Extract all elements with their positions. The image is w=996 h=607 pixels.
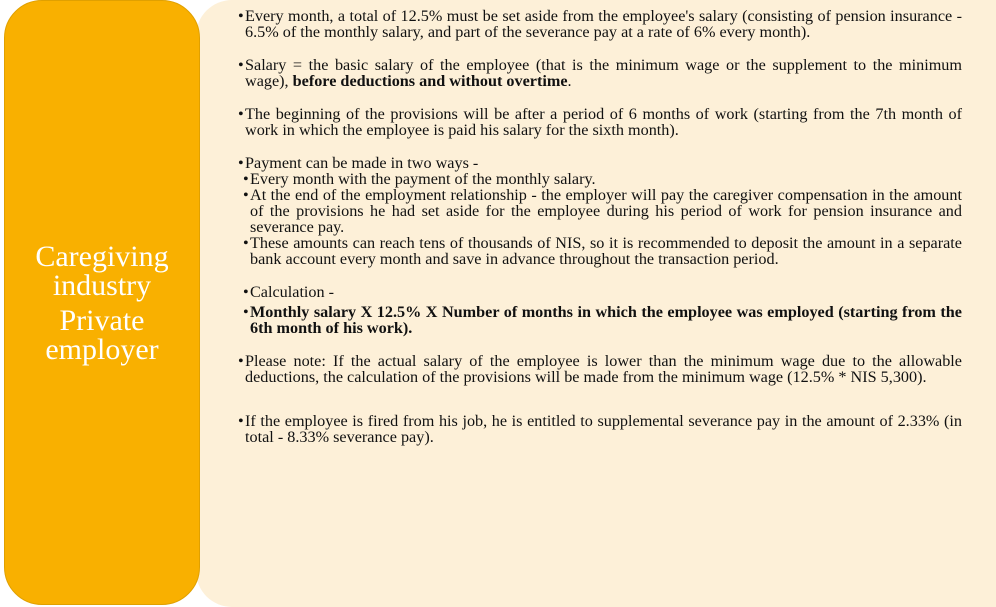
salary-text: Salary = the basic salary of the employee (that is the minimum wage or the supplement to the minimum wage), bbox=[245, 56, 962, 90]
sidebar-title-line4: employer bbox=[45, 332, 159, 366]
bullet-icon: • bbox=[238, 7, 244, 25]
paragraph-payment-monthly: Every month with the payment of the monthly salary. bbox=[250, 170, 596, 188]
paragraph-calculation: Calculation - bbox=[250, 283, 335, 301]
list-item bbox=[243, 235, 962, 267]
paragraph-beginning: The beginning of the provisions will be after a period of 6 months of work (starting from the 7th month of work in which the employee is paid his salary for the sixth month). bbox=[245, 105, 962, 139]
list-item bbox=[243, 284, 962, 300]
paragraph-salary bbox=[245, 57, 962, 89]
paragraph-contributions: Every month, a total of 12.5% must be set aside from the employee's salary (consisting of pension insurance - 6.5% of the monthly salary, and part of the severance pay at a rate of 6% every month). bbox=[245, 7, 962, 41]
list-item bbox=[243, 171, 962, 187]
bullet-icon: • bbox=[238, 154, 244, 172]
list-item bbox=[238, 57, 962, 89]
bullet-icon: • bbox=[243, 170, 249, 188]
list-item bbox=[238, 155, 962, 171]
bullet-icon: • bbox=[238, 412, 244, 430]
list-item bbox=[238, 353, 962, 385]
salary-end: . bbox=[567, 72, 572, 90]
bullet-icon: • bbox=[243, 186, 249, 204]
list-item bbox=[238, 413, 962, 445]
sidebar-panel bbox=[4, 0, 200, 605]
bullet-icon: • bbox=[243, 303, 249, 321]
bullet-icon: • bbox=[238, 105, 244, 123]
paragraph-severance: If the employee is fired from his job, he is entitled to supplemental severance pay in the amount of 2.33% (in total - 8.33% severance pay). bbox=[245, 412, 962, 446]
bullet-icon: • bbox=[243, 234, 249, 252]
sidebar-title-line3: Private bbox=[59, 303, 145, 337]
paragraph-payment: Payment can be made in two ways - bbox=[245, 154, 479, 172]
paragraph-payment-end: At the end of the employment relationship - the employer will pay the caregiver compensation in the amount of the provisions he had set aside for the employee during his period of work for pension insurance and severance pay. bbox=[250, 186, 962, 236]
bullet-icon: • bbox=[238, 352, 244, 370]
paragraph-calculation-formula: Monthly salary X 12.5% X Number of months in which the employee was employed (starting from the 6th month of his work). bbox=[250, 303, 962, 337]
list-item bbox=[243, 187, 962, 235]
bullet-icon: • bbox=[238, 56, 244, 74]
bullet-icon: • bbox=[243, 283, 249, 301]
sidebar-title-line2: industry bbox=[52, 268, 152, 302]
list-item bbox=[238, 8, 962, 40]
list-item bbox=[238, 106, 962, 138]
paragraph-note: Please note: If the actual salary of the employee is lower than the minimum wage due to the allowable deductions, the calculation of the provisions will be made from the minimum wage (12.5% * NIS 5,300). bbox=[245, 352, 962, 386]
content-body bbox=[238, 8, 962, 445]
paragraph-payment-amounts: These amounts can reach tens of thousands of NIS, so it is recommended to deposit the amount in a separate bank account every month and save in advance throughout the transaction period. bbox=[250, 234, 962, 268]
list-item bbox=[243, 304, 962, 336]
sidebar-title-line1: Caregiving bbox=[35, 239, 169, 273]
salary-bold-text: before deductions and without overtime bbox=[292, 72, 568, 90]
